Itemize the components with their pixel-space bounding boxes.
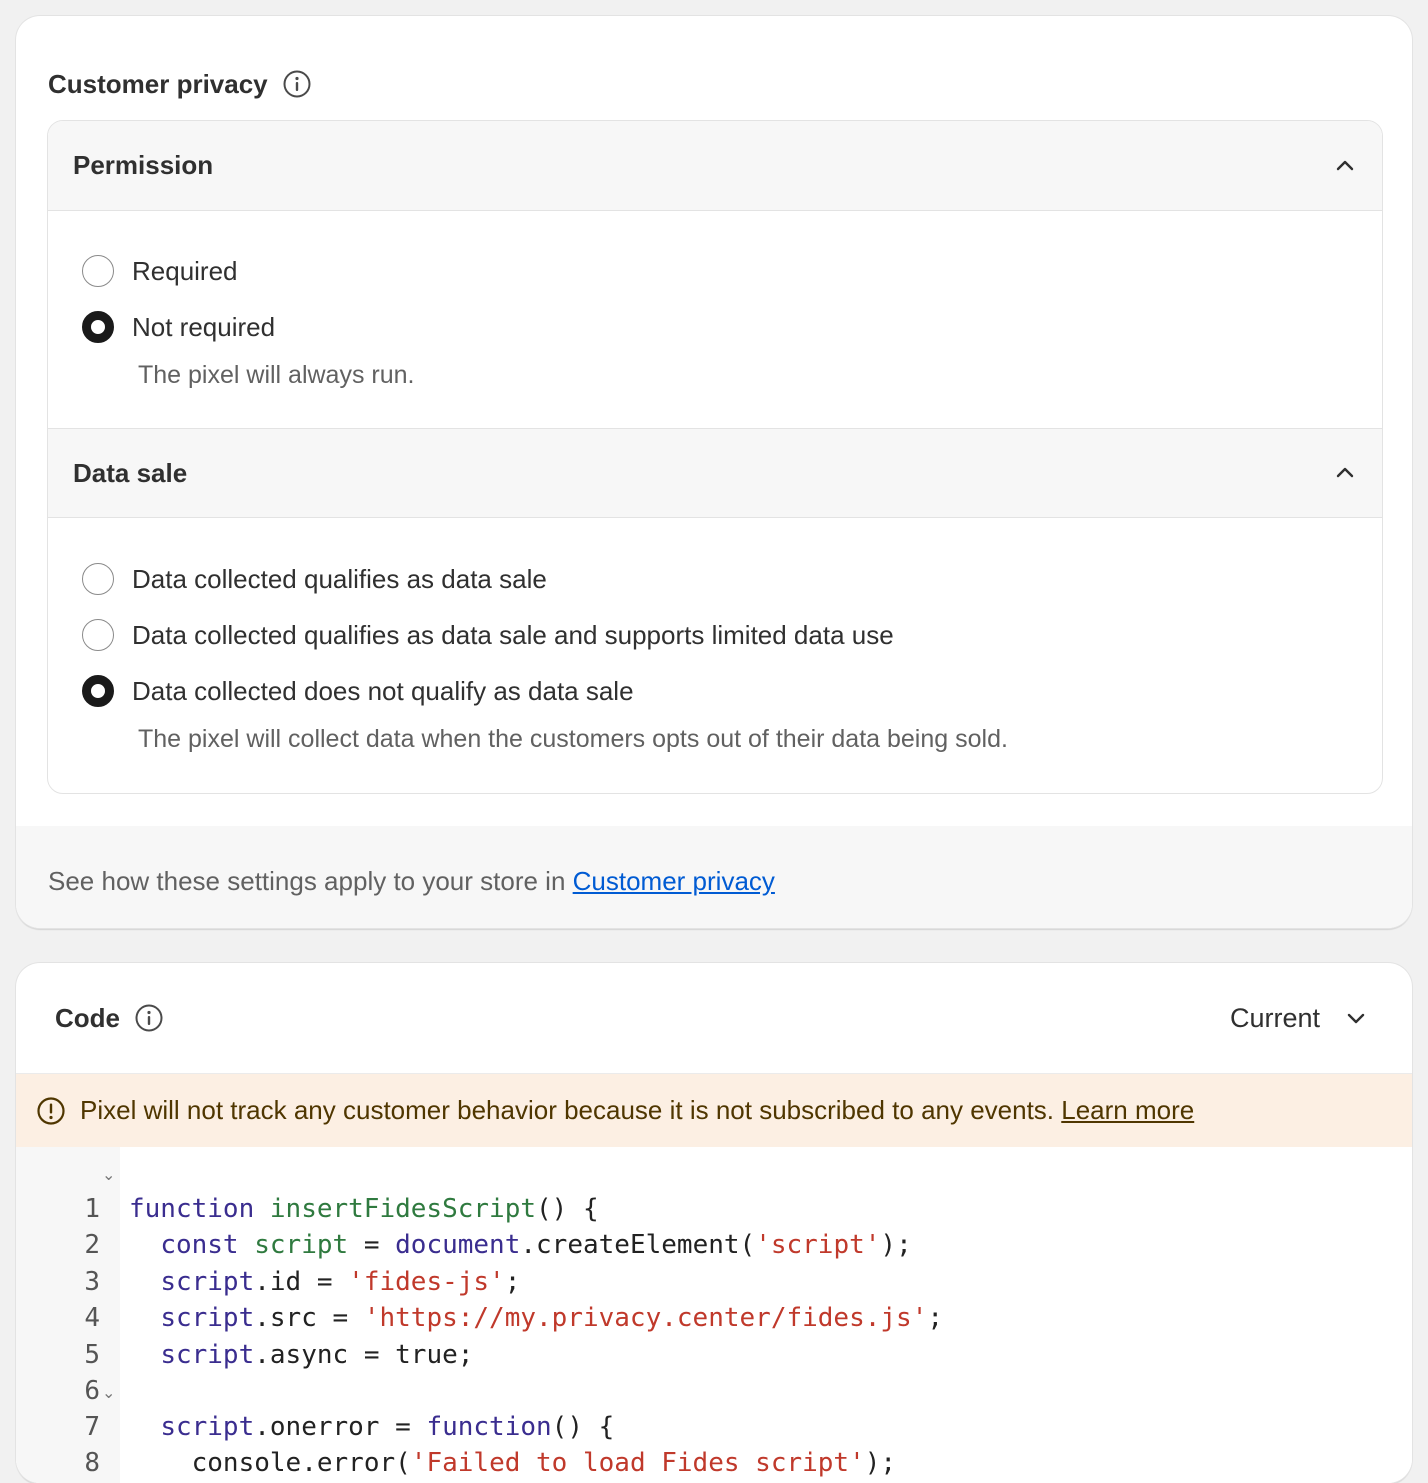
learn-more-link[interactable]: Learn more [1061,1095,1195,1125]
code-title-row [55,990,164,1046]
line-number: 8 [84,1448,100,1478]
data-sale-title: Data sale [73,457,188,488]
code-token: script [160,1303,255,1333]
chevron-up-icon[interactable] [1332,460,1358,486]
line-number: 6 [84,1376,100,1406]
radio-not-required[interactable] [82,311,275,343]
code-token: createElement [536,1230,740,1260]
code-line: 3 script.id = 'fides-js'; [16,1228,1412,1264]
radio-not-data-sale[interactable] [82,675,634,707]
code-token: function [426,1412,552,1442]
code-line: 5 script.async = true; [16,1301,1412,1337]
code-editor[interactable] [16,1147,1412,1483]
customer-privacy-title: Customer privacy [48,68,268,99]
warning-banner [16,1074,1412,1147]
info-icon[interactable] [282,69,312,99]
code-token: onerror [269,1412,380,1442]
code-token: insertFidesScript [269,1194,536,1224]
privacy-settings-box [47,120,1383,794]
footer-prefix: See how these settings apply to your store in [48,866,573,896]
code-token: function [129,1194,255,1224]
radio-button[interactable] [82,255,114,287]
code-token: error [316,1448,396,1478]
customer-privacy-card [16,16,1412,928]
radio-qualifies-data-sale[interactable] [82,563,547,595]
code-title: Code [55,1002,120,1033]
permission-help-text: The pixel will always run. [138,361,415,389]
radio-label: Not required [132,311,276,342]
radio-label: Data collected does not qualify as data sale [132,675,634,706]
chevron-up-icon[interactable] [1332,153,1358,179]
radio-label: Data collected qualifies as data sale [132,563,547,594]
code-token: id [269,1267,302,1297]
alert-circle-icon [36,1096,66,1126]
code-token: 'fides-js' [348,1267,505,1297]
code-token: true [395,1340,458,1370]
info-icon[interactable] [134,1003,164,1033]
privacy-footer [16,826,1412,928]
code-line: 8 console.error('Failed to load Fides script'); [16,1409,1412,1445]
line-number: 4 [84,1303,100,1333]
code-header [16,963,1412,1074]
version-select-value: Current [1229,1002,1320,1033]
data-sale-accordion-header[interactable] [48,428,1382,518]
data-sale-help-text: The pixel will collect data when the customers opts out of their data being sold. [138,725,1008,753]
fold-chevron-icon[interactable]: ⌄ [102,1165,116,1184]
code-line: 4 script.src = 'https://my.privacy.center/fides.js'; [16,1264,1412,1300]
code-token: 'https://my.privacy.center/fides.js' [363,1303,928,1333]
code-token: src [269,1303,317,1333]
code-line: 7 ⌄ script.onerror = function() { [16,1373,1412,1409]
line-number: 3 [84,1267,100,1297]
code-token: 'Failed to load Fides script' [410,1448,865,1478]
code-token: script [254,1230,349,1260]
code-line [16,1337,1412,1406]
radio-label: Data collected qualifies as data sale and supports limited data use [132,619,894,650]
code-token: script [160,1267,255,1297]
code-card [16,963,1412,1483]
customer-privacy-header [48,56,312,112]
line-number: 1 [84,1194,100,1224]
code-token: async [269,1340,349,1370]
radio-button-checked[interactable] [82,675,114,707]
code-line: 2 const script = document.createElement('script'); [16,1191,1412,1227]
permission-accordion-header[interactable] [48,121,1382,211]
customer-privacy-link[interactable]: Customer privacy [572,866,775,896]
code-line: 1 ⌄ function insertFidesScript() { [16,1155,1412,1191]
fold-chevron-icon[interactable]: ⌄ [102,1383,116,1402]
permission-title: Permission [73,150,214,180]
code-token: console [191,1448,302,1478]
code-token: const [160,1230,239,1260]
footer-text [48,866,775,897]
radio-label: Required [132,255,238,286]
code-token: script [160,1412,255,1442]
radio-button[interactable] [82,563,114,595]
radio-qualifies-limited-use[interactable] [82,619,894,651]
version-select[interactable] [1230,993,1370,1043]
radio-required[interactable] [82,255,238,287]
warning-text [80,1095,1194,1126]
chevron-down-icon [1342,1004,1370,1032]
line-number: 7 [84,1412,100,1442]
code-token: script [160,1340,255,1370]
code-token: 'script' [755,1230,881,1260]
warning-message: Pixel will not track any customer behavior because it is not subscribed to any events. [80,1095,1062,1125]
radio-button-checked[interactable] [82,311,114,343]
code-token: document [395,1230,521,1260]
line-number: 2 [84,1230,100,1260]
radio-button[interactable] [82,619,114,651]
line-number: 5 [84,1340,100,1370]
